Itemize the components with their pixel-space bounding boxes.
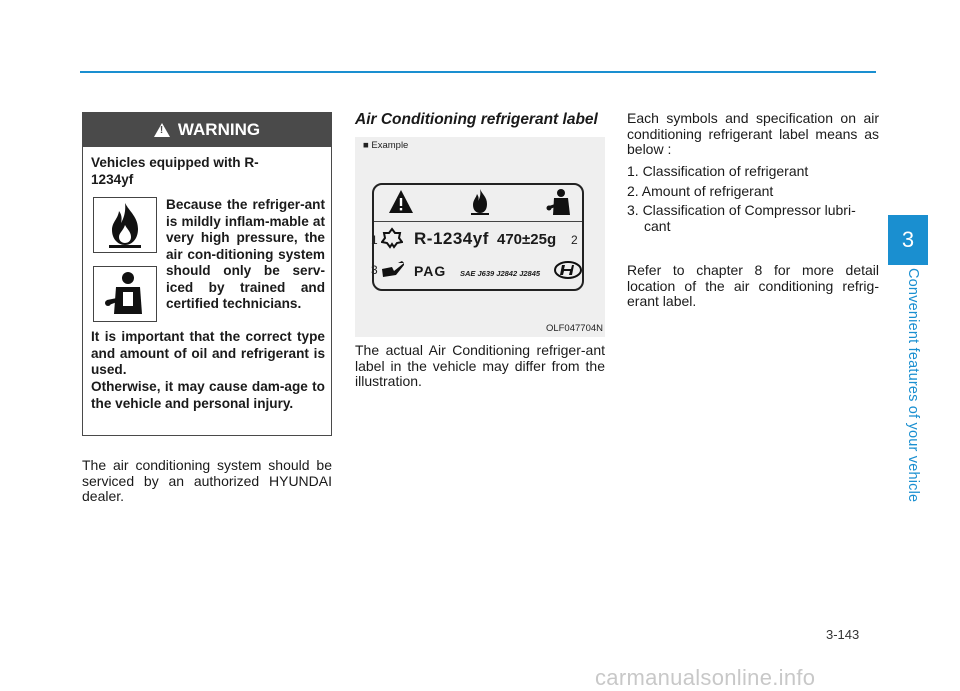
list-item: 1. Classification of refrigerant — [627, 163, 809, 179]
service-note: The air conditioning system should be serviced by an authorized HYUNDAI dealer. — [82, 457, 332, 505]
hyundai-logo-icon — [554, 261, 582, 279]
callout-3: 3 — [371, 263, 378, 277]
list-item: 2. Amount of refrigerant — [627, 182, 774, 199]
refrigerant-symbol-icon — [381, 227, 403, 249]
symbol-list — [627, 164, 879, 238]
oil-type: PAG — [414, 263, 447, 279]
refrigerant-label-figure — [355, 137, 605, 337]
figure-caption: ■ Example — [363, 140, 409, 151]
footer-watermark: carmanualsonline.info — [595, 665, 816, 690]
refrigerant-amount: 470±25g — [497, 231, 557, 248]
symbols-intro: Each symbols and specification on air conditioning refrigerant label means as below : — [627, 110, 879, 158]
flame-icon — [93, 197, 157, 253]
warning-header — [83, 113, 331, 147]
figure-code: OLF047704N — [545, 323, 603, 334]
warning-text-continued: It is important that the correct type and amount of oil and refrigerant is used. — [91, 329, 325, 377]
warning-text-consequence: Otherwise, it may cause dam-age to the vehicle and personal injury. — [91, 379, 325, 411]
header-rule — [80, 71, 876, 73]
callout-2: 2 — [571, 233, 578, 247]
technician-icon — [93, 266, 157, 322]
chapter-number: 3 — [901, 227, 915, 252]
label-flame-icon — [470, 188, 490, 216]
chapter-tab — [888, 215, 928, 265]
refrigerant-label — [372, 183, 584, 291]
refer-chapter-note: Refer to chapter 8 for more detail location of the air conditioning refrig-erant label. — [627, 262, 879, 310]
warning-box — [82, 112, 332, 436]
label-difference-note: The actual Air Conditioning refriger-ant label in the vehicle may differ from the illustration. — [355, 342, 605, 390]
caution-triangle-icon — [388, 189, 414, 215]
warning-triangle-icon — [154, 123, 170, 137]
refrigerant-type: R-1234yf — [414, 229, 489, 248]
chapter-title: Convenient features of your vehicle — [905, 268, 921, 503]
warning-header-text: WARNING — [177, 120, 261, 139]
callout-1: 1 — [371, 233, 378, 247]
sae-standards: SAE J639 J2842 J2845 — [460, 269, 541, 278]
label-icon-row — [374, 185, 582, 222]
warning-subtitle: Vehicles equipped with R-1234yf — [91, 155, 259, 187]
warning-text-beside-icons: Because the refriger-ant is mildly inflam-mable at very high pressure, the air con-ditioning system should only be serv-iced by trained and certified technicians. — [166, 197, 325, 311]
list-item: 3. Classification of Compressor lubri-cant — [627, 202, 856, 234]
label-technician-icon — [546, 188, 572, 216]
oil-can-icon — [380, 259, 406, 281]
page-number: 3-143 — [826, 627, 860, 642]
section-title: Air Conditioning refrigerant label — [355, 111, 598, 128]
